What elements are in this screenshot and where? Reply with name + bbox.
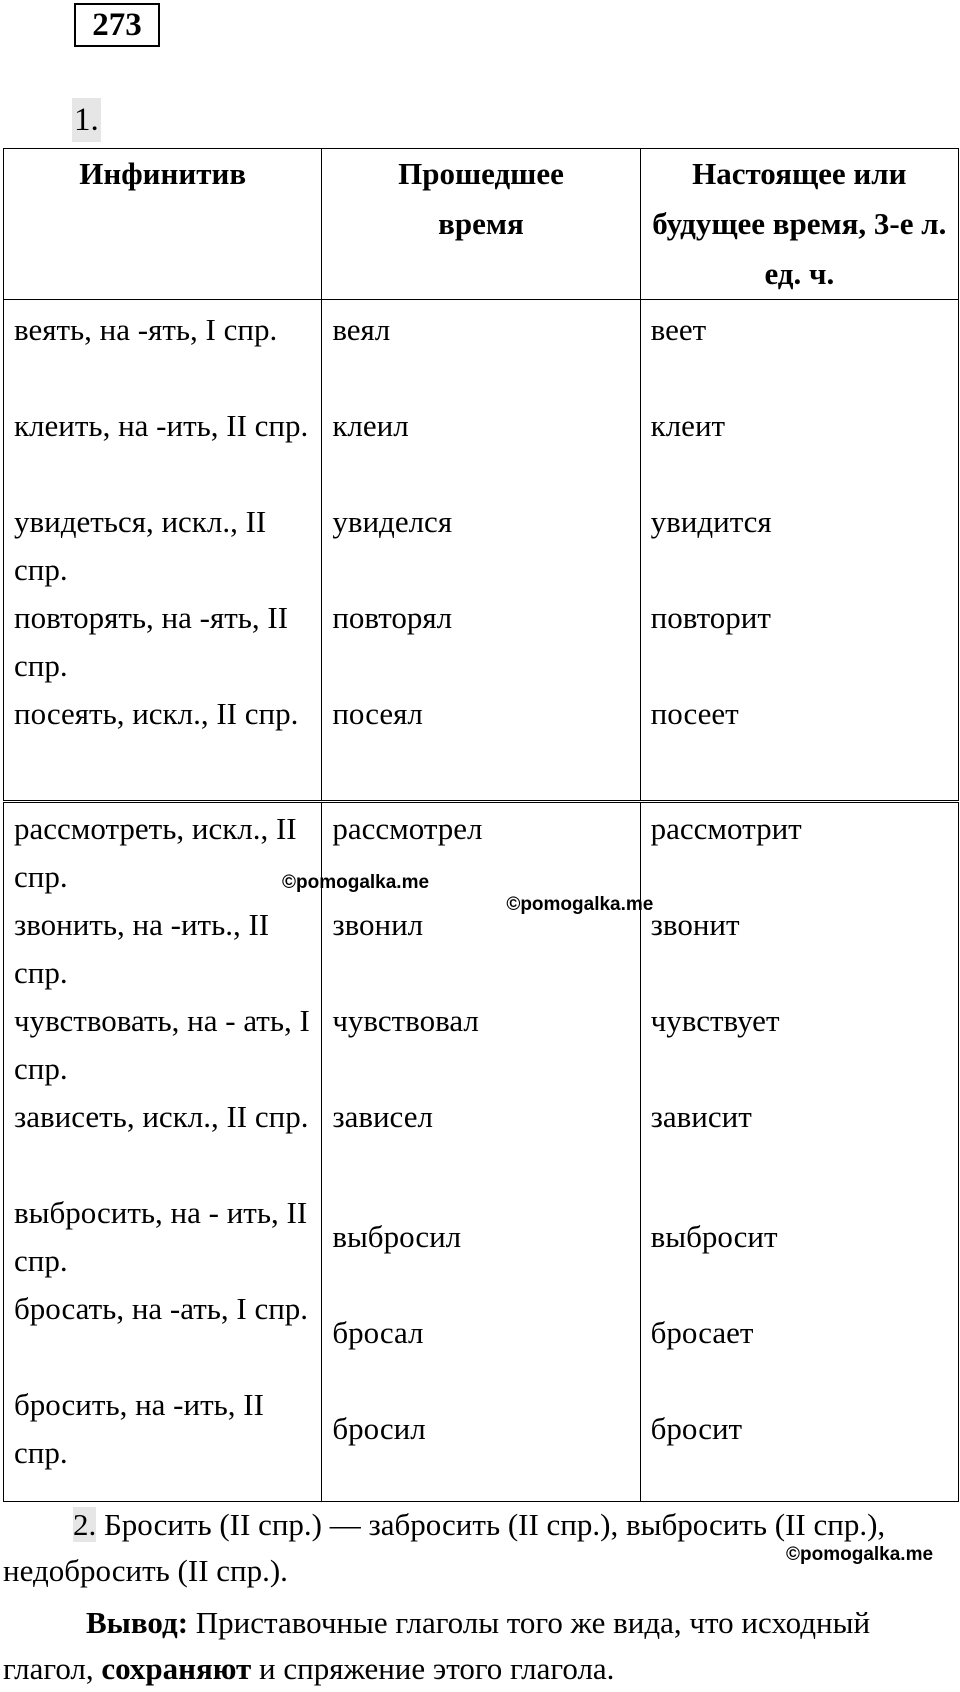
verb-infinitive: рассмотреть, искл., II спр.	[14, 811, 297, 894]
watermark: ©pomogalka.me	[786, 1544, 934, 1565]
watermark: ©pomogalka.me	[506, 894, 654, 915]
verb-infinitive: бросить, на -ить, II спр.	[14, 1387, 264, 1470]
header-past: Прошедшее время	[322, 149, 640, 300]
verb-infinitive: клеить, на -ить, II спр.	[14, 408, 309, 443]
conjugation-table-2	[3, 802, 959, 1502]
infinitive-cell	[4, 300, 322, 801]
header-present-future: Настоящее или будущее время, 3-е л. ед. ч.	[640, 149, 958, 300]
watermark: ©pomogalka.me	[282, 872, 430, 893]
conclusion-text-end: и спряжение этого глагола.	[251, 1651, 615, 1686]
verb-infinitive: повторять, на -ять, II спр.	[14, 600, 289, 683]
verb-past: веял	[332, 312, 391, 347]
verb-past: звонил	[332, 907, 424, 942]
verb-present: звонит	[650, 907, 740, 942]
verb-past: посеял	[332, 696, 423, 731]
verb-infinitive: увидеться, искл., II спр.	[14, 504, 267, 587]
header-infinitive: Инфинитив	[4, 149, 322, 300]
verb-past: рассмотрел	[332, 811, 483, 846]
verb-past: чувствовал	[332, 1003, 479, 1038]
verb-present: увидится	[650, 504, 772, 539]
table-header-row	[4, 149, 959, 300]
verb-present: повторит	[650, 600, 771, 635]
verb-present: веет	[650, 312, 707, 347]
past-cell	[322, 803, 640, 1502]
conclusion-paragraph	[3, 1600, 953, 1692]
verb-infinitive: бросать, на -ать, I спр.	[14, 1291, 309, 1326]
part1-label: 1.	[72, 98, 101, 142]
verb-present: рассмотрит	[650, 811, 802, 846]
verb-infinitive: выбросить, на - ить, II спр.	[14, 1195, 308, 1278]
verb-infinitive: посеять, искл., II спр.	[14, 696, 299, 731]
verb-past: клеил	[332, 408, 409, 443]
exercise-number: 273	[74, 3, 160, 47]
verb-infinitive: звонить, на -ить., II спр.	[14, 907, 270, 990]
verb-present: зависит	[650, 1099, 752, 1134]
present-cell	[640, 803, 958, 1502]
verb-present: клеит	[650, 408, 726, 443]
verb-past: увиделся	[332, 504, 453, 539]
verb-present: чувствует	[650, 1003, 780, 1038]
part2-text: Бросить (II спр.) — забросить (II спр.), выбросить (II спр.), недобросить (II спр.).	[3, 1507, 886, 1588]
conclusion-bold: сохраняют	[101, 1651, 252, 1686]
present-cell	[640, 300, 958, 801]
part2-label: 2.	[73, 1507, 97, 1542]
verb-past: бросал	[332, 1315, 424, 1350]
verb-past: выбросил	[332, 1219, 462, 1254]
verb-present: посеет	[650, 696, 739, 731]
verb-past: повторял	[332, 600, 453, 635]
verb-present: бросает	[650, 1315, 754, 1350]
table-row	[4, 300, 959, 801]
verb-past: зависел	[332, 1099, 433, 1134]
verb-infinitive: веять, на -ять, I спр.	[14, 312, 278, 347]
verb-infinitive: зависеть, искл., II спр.	[14, 1099, 309, 1134]
verb-infinitive: чувствовать, на - ать, I спр.	[14, 1003, 310, 1086]
verb-past: бросил	[332, 1411, 426, 1446]
conclusion-label: Вывод:	[86, 1605, 189, 1640]
conclusion-text: Приставочные глаголы того же вида, что исходный глагол,	[3, 1605, 871, 1686]
table-row	[4, 803, 959, 1502]
verb-present: бросит	[650, 1411, 743, 1446]
verb-present: выбросит	[650, 1219, 778, 1254]
